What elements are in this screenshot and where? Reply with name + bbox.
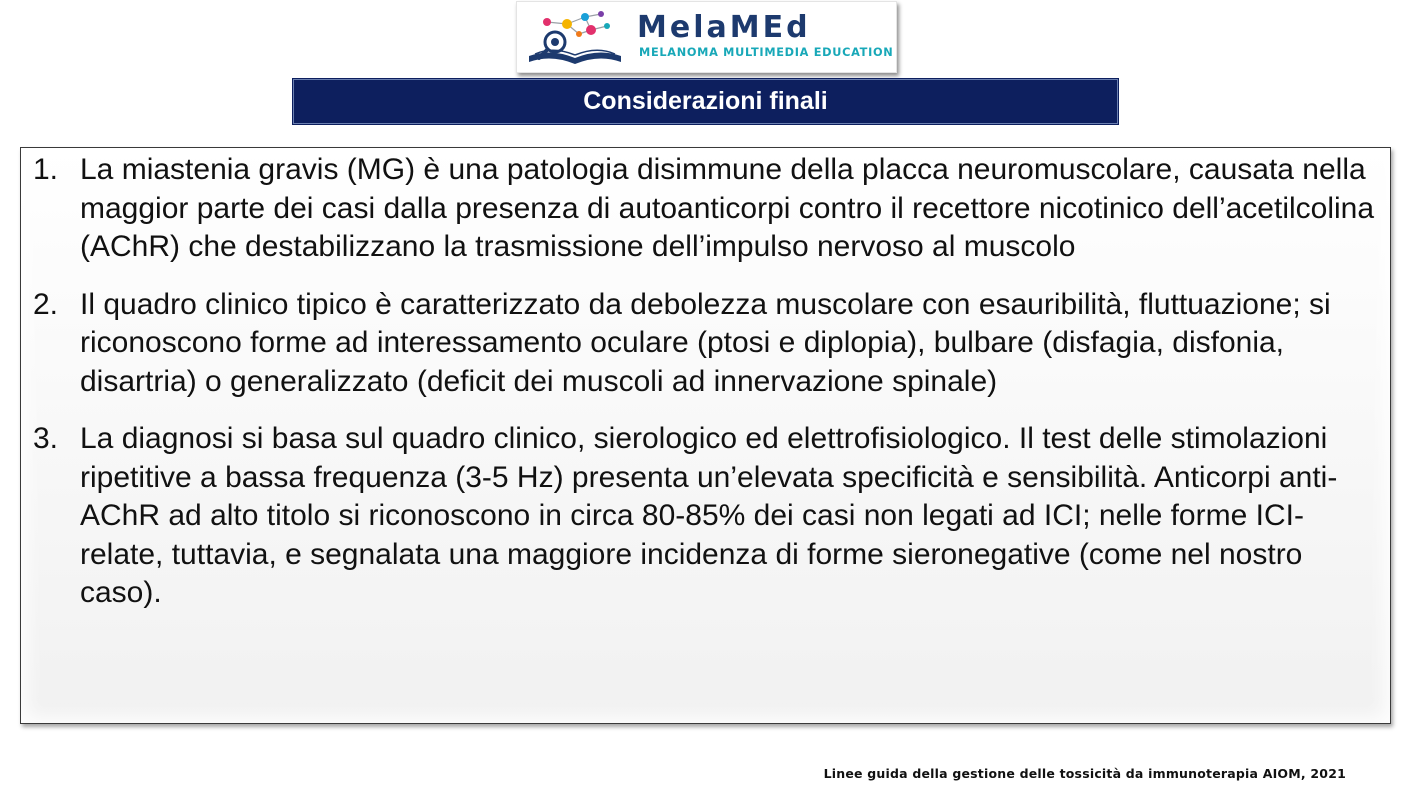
- molecule-book-icon: [521, 8, 633, 66]
- list-item-number: 2.: [33, 287, 59, 321]
- melamed-logo: [516, 1, 897, 73]
- points-list: [33, 151, 1383, 632]
- list-item: [33, 420, 1383, 613]
- list-item-number: 1.: [33, 153, 59, 186]
- slide-title: Considerazioni finali: [293, 79, 1118, 124]
- list-item: [33, 151, 1383, 267]
- logo-tagline: MELANOMA MULTIMEDIA EDUCATION: [639, 46, 894, 59]
- logo-name: MelaMEd: [637, 10, 811, 45]
- reference-citation: Linee guida della gestione delle tossicità da immunoterapia AIOM, 2021: [823, 766, 1346, 781]
- list-item-text: La diagnosi si basa sul quadro clinico, sierologico ed elettrofisiologico. Il test delle stimolazioni ripetitive a bassa frequenza (3-5 Hz) presenta un’elevata specificità e sensibilità. Anticorpi anti-AChR ad alto titolo si riconoscono in circa 80-85% dei casi non legati ad ICI; nelle forme ICI-relate, tuttavia, e segnalata una maggiore incidenza di forme sieronegative (come nel nostro caso).: [80, 422, 1338, 609]
- list-item: [33, 286, 1383, 402]
- list-item-text: Il quadro clinico tipico è caratterizzato da debolezza muscolare con esauribilità, fluttuazione; si riconoscono forme ad interessamento oculare (ptosi e diplopia), bulbare (disfagia, disfonia, disartria) o generalizzato (deficit dei muscoli ad innervazione spinale): [80, 287, 1331, 398]
- content-box: [20, 147, 1391, 724]
- list-item-number: 3.: [33, 422, 59, 455]
- list-item-text: La miastenia gravis (MG) è una patologia disimmune della placca neuromuscolare, causata nella maggior parte dei casi dalla presenza di autoanticorpi contro il recettore nicotinico dell’acetilcolina (AChR) che destabilizzano la trasmissione dell’impulso nervoso al muscolo: [80, 153, 1375, 263]
